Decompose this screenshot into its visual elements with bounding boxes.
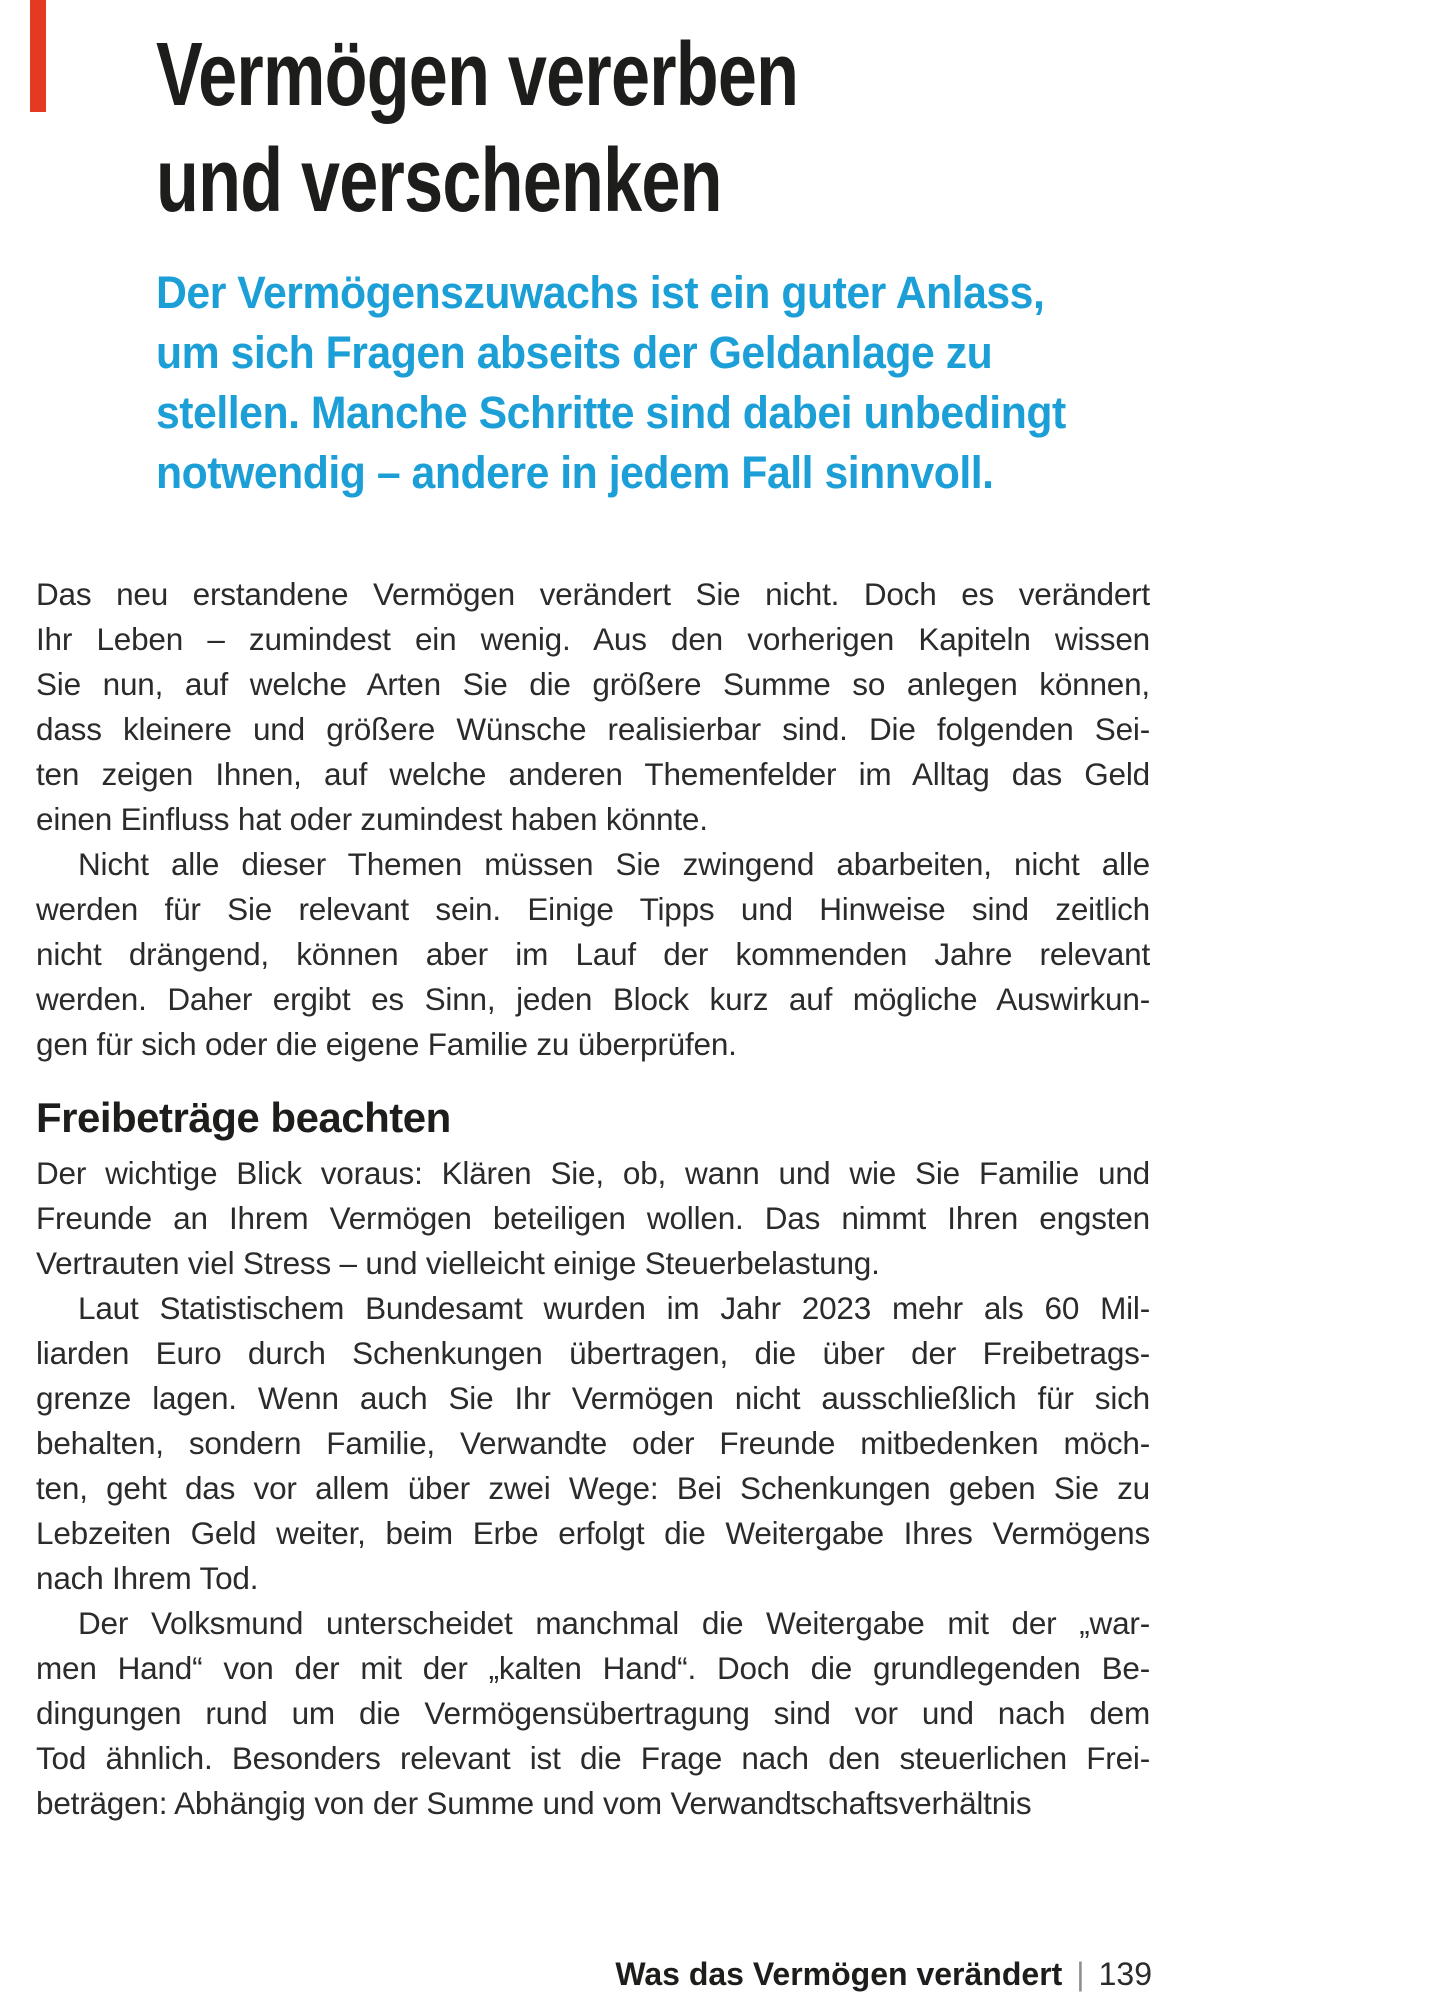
chapter-marker-bar bbox=[30, 0, 46, 112]
intro-line: stellen. Manche Schritte sind dabei unbedingt bbox=[156, 387, 1066, 438]
section-heading: Freibeträge beachten bbox=[36, 1094, 451, 1141]
intro-line: um sich Fragen abseits der Geldanlage zu bbox=[156, 327, 993, 378]
body-text-line: Sie nun, auf welche Arten Sie die größere Summe so anlegen können, bbox=[36, 666, 1150, 702]
body-text-block-2 bbox=[36, 1151, 1150, 1826]
body-text-block-1 bbox=[36, 572, 1150, 1067]
body-text-line: Der Volksmund unterscheidet manchmal die Weitergabe mit der „war- bbox=[78, 1605, 1150, 1641]
chapter-title bbox=[156, 22, 798, 234]
body-text-line: nicht drängend, können aber im Lauf der kommenden Jahre relevant bbox=[36, 936, 1150, 972]
page-footer bbox=[615, 1954, 1152, 1994]
body-text-line: men Hand“ von der mit der „kalten Hand“. Doch die grundlegenden Be- bbox=[36, 1650, 1150, 1686]
body-text-line: behalten, sondern Familie, Verwandte oder Freunde mitbedenken möch- bbox=[36, 1425, 1150, 1461]
body-text-line: Tod ähnlich. Besonders relevant ist die Frage nach den steuerlichen Frei- bbox=[36, 1740, 1150, 1776]
intro-line: Der Vermögenszuwachs ist ein guter Anlass, bbox=[156, 267, 1045, 318]
body-text-line: Nicht alle dieser Themen müssen Sie zwingend abarbeiten, nicht alle bbox=[78, 846, 1150, 882]
chapter-title-line: und verschenken bbox=[156, 131, 722, 231]
intro-line: notwendig – andere in jedem Fall sinnvoll. bbox=[156, 447, 994, 498]
body-text-line: beträgen: Abhängig von der Summe und vom Verwandtschaftsverhältnis bbox=[36, 1785, 1032, 1821]
body-text-line: dass kleinere und größere Wünsche realisierbar sind. Die folgenden Sei- bbox=[36, 711, 1150, 747]
body-text-line: Das neu erstandene Vermögen verändert Sie nicht. Doch es verändert bbox=[36, 576, 1150, 612]
body-text-line: Ihr Leben – zumindest ein wenig. Aus den vorherigen Kapiteln wissen bbox=[36, 621, 1150, 657]
chapter-title-line: Vermögen vererben bbox=[156, 25, 799, 125]
body-text-line: Der wichtige Blick voraus: Klären Sie, ob, wann und wie Sie Familie und bbox=[36, 1155, 1150, 1191]
footer-chapter-label: Was das Vermögen verändert bbox=[615, 1956, 1063, 1992]
body-text-line: Freunde an Ihrem Vermögen beteiligen wollen. Das nimmt Ihren engsten bbox=[36, 1200, 1150, 1236]
body-text-line: ten, geht das vor allem über zwei Wege: Bei Schenkungen geben Sie zu bbox=[36, 1470, 1150, 1506]
body-text-line: ten zeigen Ihnen, auf welche anderen Themenfelder im Alltag das Geld bbox=[36, 756, 1150, 792]
footer-page-number: 139 bbox=[1098, 1956, 1152, 1992]
body-text-line: grenze lagen. Wenn auch Sie Ihr Vermögen nicht ausschließlich für sich bbox=[36, 1380, 1150, 1416]
body-text-line: dingungen rund um die Vermögensübertragung sind vor und nach dem bbox=[36, 1695, 1150, 1731]
body-text-line: gen für sich oder die eigene Familie zu überprüfen. bbox=[36, 1026, 737, 1062]
body-text-line: liarden Euro durch Schenkungen übertragen, die über der Freibetrags- bbox=[36, 1335, 1150, 1371]
body-text-line: werden. Daher ergibt es Sinn, jeden Block kurz auf mögliche Auswirkun- bbox=[36, 981, 1150, 1017]
body-text-line: nach Ihrem Tod. bbox=[36, 1560, 259, 1596]
body-text-line: Laut Statistischem Bundesamt wurden im Jahr 2023 mehr als 60 Mil- bbox=[78, 1290, 1150, 1326]
body-text-line: werden für Sie relevant sein. Einige Tipps und Hinweise sind zeitlich bbox=[36, 891, 1150, 927]
intro-standfirst bbox=[156, 263, 1066, 503]
body-text-line: Lebzeiten Geld weiter, beim Erbe erfolgt die Weitergabe Ihres Vermögens bbox=[36, 1515, 1150, 1551]
body-text-line: Vertrauten viel Stress – und vielleicht einige Steuerbelastung. bbox=[36, 1245, 880, 1281]
footer-separator: | bbox=[1076, 1956, 1085, 1992]
body-text-line: einen Einfluss hat oder zumindest haben könnte. bbox=[36, 801, 708, 837]
